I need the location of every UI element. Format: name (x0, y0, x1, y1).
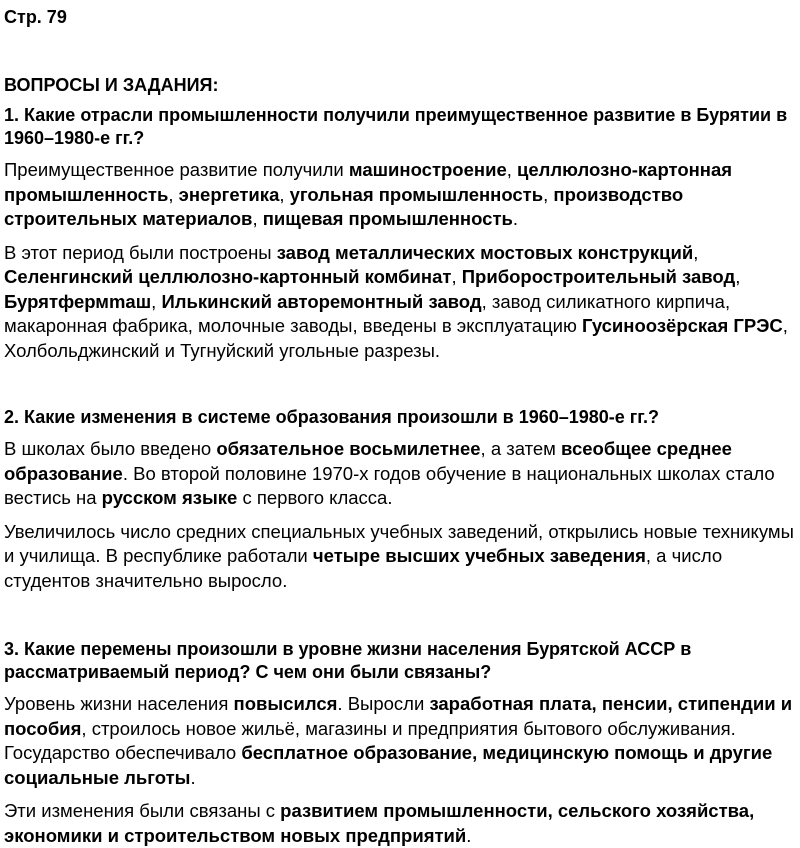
question-title: 3. Какие перемены произошли в уровне жизни населения Бурятской АССР в рассматриваемый период? С чем они были связаны? (4, 639, 692, 682)
answer-paragraph (4, 520, 796, 594)
text-run: , (735, 266, 741, 287)
answer-paragraph (4, 799, 796, 848)
bold-term: машиностроение (348, 159, 507, 180)
question-block-1 (4, 104, 796, 363)
text-run: , (693, 241, 699, 263)
text-run: с первого класса. (237, 487, 393, 508)
bold-term: развитием промышленности, сельского хозяйства, экономики и строительством новых предприятий (4, 800, 755, 846)
text-run: , (451, 266, 462, 287)
question-block-3 (4, 638, 796, 848)
bold-term: целлюлозно-картонная промышленность (4, 159, 733, 205)
bold-term: угольная промышленность (289, 183, 544, 205)
text-run: . Во второй половине 1970-х годов обучение в национальных школах стало вестись на (4, 462, 775, 508)
bold-term: всеобщее среднее образование (4, 438, 732, 484)
text-run: . Выросли (337, 693, 430, 714)
bold-term: русском языке (101, 487, 238, 508)
answer-paragraph (4, 158, 796, 232)
text-run: , (151, 290, 162, 312)
bold-term: заработная плата, пенсии, стипендии и пособия (4, 693, 793, 739)
text-run: Эти изменения были связаны с (4, 800, 281, 821)
text-run: , (543, 183, 554, 205)
text-run: , а число студентов значительно выросло. (4, 545, 723, 591)
bold-term: энергетика (178, 183, 280, 205)
text-run: В этот период были построены (4, 241, 277, 263)
text-run: , а затем (480, 438, 562, 459)
bold-term: Илькинский авторемонтный завод (161, 290, 482, 312)
text-run: . (512, 208, 519, 229)
spacer (4, 602, 796, 638)
bold-term: Гусиноозёрская ГРЭС (582, 315, 783, 336)
bold-term: Селенгинский целлюлозно-картонный комбинат (4, 266, 452, 287)
bold-term: пищевая промышленность (262, 208, 513, 229)
text-run: . (466, 824, 472, 846)
answer-paragraph (4, 692, 796, 790)
bold-term: бесплатное образование, медицинскую помощь и другие социальные льготы (4, 742, 773, 788)
text-run: . (190, 766, 196, 788)
text-run: В школах было введено (4, 438, 217, 459)
question-block-2 (4, 406, 796, 593)
bold-term: производство строительных материалов (4, 183, 684, 229)
text-run: , (252, 208, 263, 229)
text-run: , (168, 183, 179, 205)
question-title: 1. Какие отрасли промышленности получили преимущественное развитие в Бурятии в 1960–1980-е гг.? (4, 105, 788, 148)
text-run: , строилось новое жильё, магазины и предприятия бытового обслуживания. Государство обеспечивало (4, 717, 736, 763)
text-run: , завод силикатного кирпича, макаронная фабрика, молочные заводы, введены в эксплуатацию (4, 290, 731, 336)
bold-term: Приборостроительный завод (461, 266, 736, 287)
text-run: Преимущественное развитие получили (4, 159, 349, 180)
question-title: 2. Какие изменения в системе образования произошли в 1960–1980-е гг.? (4, 407, 659, 427)
bold-term: Бурятфермmаш (4, 290, 152, 312)
bold-term: обязательное восьмилетнее (216, 438, 481, 459)
answer-paragraph (4, 437, 796, 511)
text-run: , (279, 183, 290, 205)
section-heading: ВОПРОСЫ И ЗАДАНИЯ: (4, 75, 219, 95)
spacer (4, 372, 796, 406)
text-run: Уровень жизни населения (4, 693, 234, 714)
bold-term: завод металлических мостовых конструкций (276, 241, 694, 263)
text-run: , Холбольджинский и Тугнуйский угольные разрезы. (4, 315, 788, 361)
text-run: Увеличилось число средних специальных учебных заведений, открылись новые техникумы и училища. В республике работали (4, 520, 794, 566)
answer-paragraph (4, 241, 796, 364)
text-run: , (506, 159, 518, 180)
page-number: Стр. 79 (4, 7, 67, 27)
bold-term: повысился (233, 693, 338, 714)
bold-term: четыре высших учебных заведения (312, 545, 646, 566)
